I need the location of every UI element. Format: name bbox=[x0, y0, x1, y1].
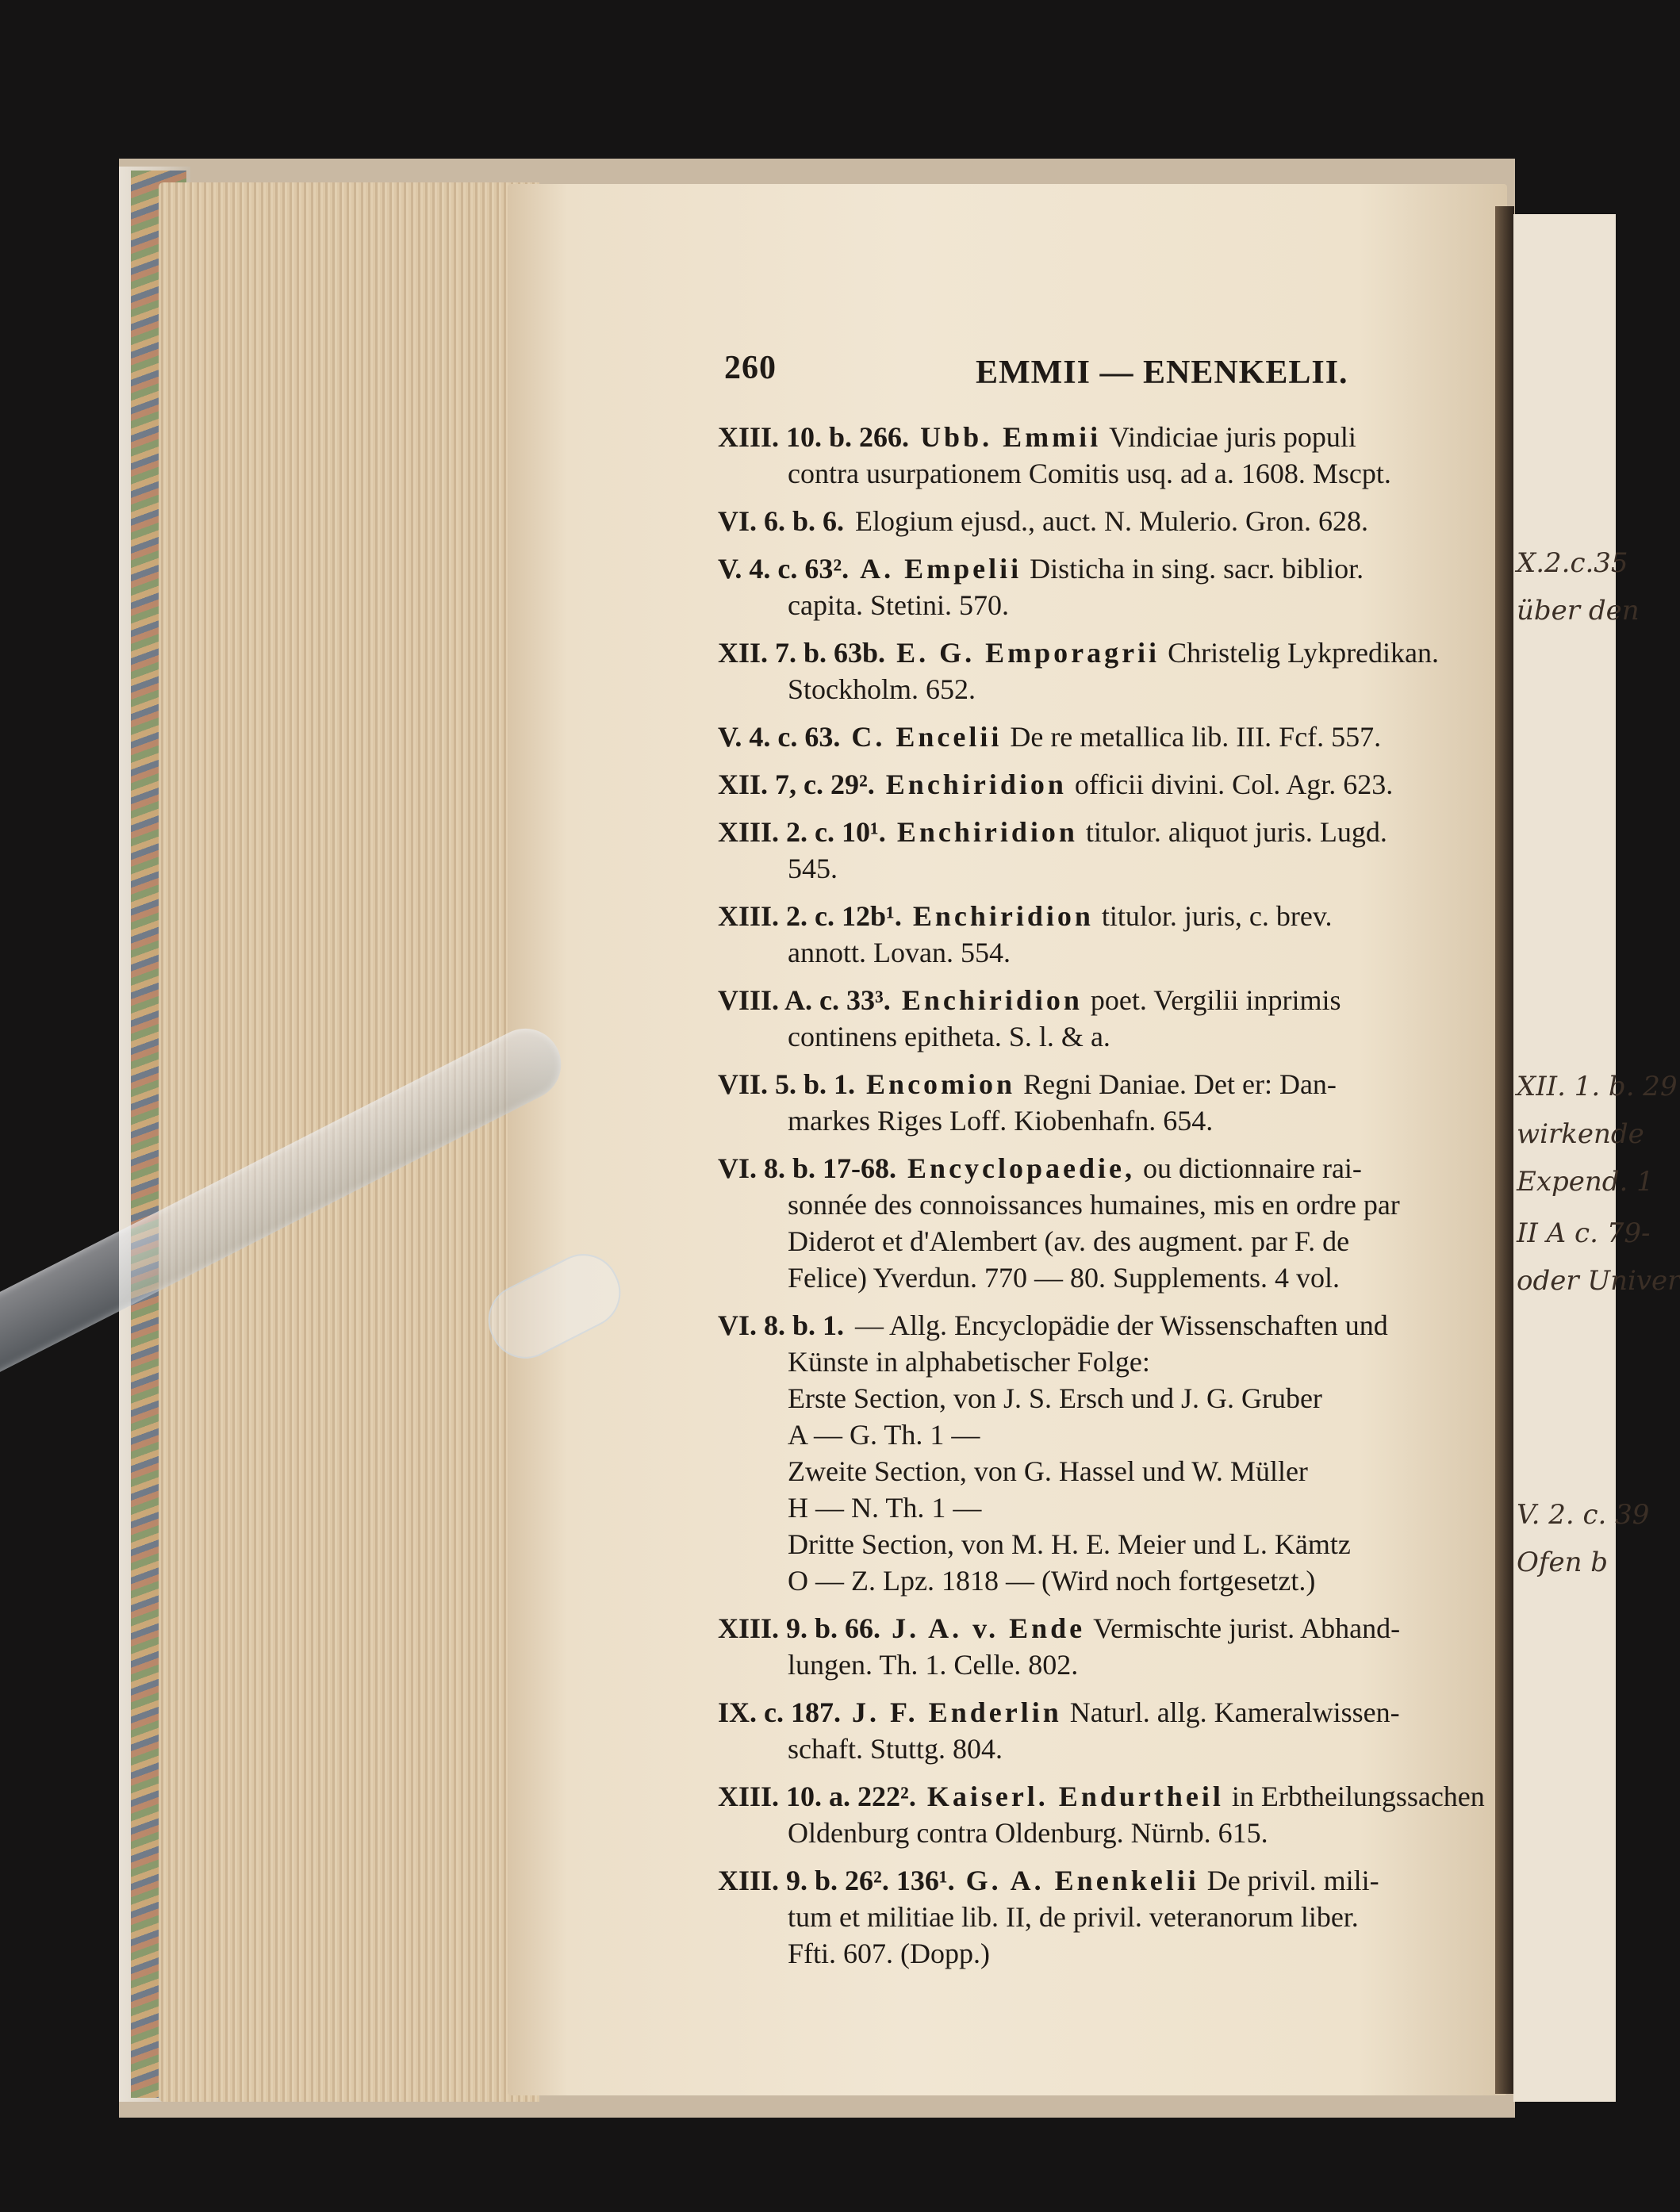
catalog-entry bbox=[718, 1862, 1479, 1972]
entry-continuation: markes Riges Loff. Kiobenhafn. 654. bbox=[788, 1105, 1214, 1137]
shelf-mark: XIII. 10. a. 222². bbox=[718, 1781, 916, 1812]
shelf-mark: VIII. A. c. 33³. bbox=[718, 984, 891, 1016]
shelf-mark: VI. 6. b. 6. bbox=[718, 505, 845, 537]
entry-continuation: Felice) Yverdun. 770 — 80. Supplements. 4 vol. bbox=[788, 1262, 1340, 1294]
shelf-mark: XII. 7. b. 63b. bbox=[718, 637, 886, 669]
entry-text: De privil. mili- bbox=[1206, 1865, 1379, 1896]
author-or-title: J. A. v. Ende bbox=[892, 1612, 1086, 1644]
author-or-title: Enchiridion bbox=[912, 900, 1094, 932]
catalog-entry bbox=[718, 766, 1479, 803]
catalog-entry bbox=[718, 719, 1479, 755]
entry-text: titulor. aliquot juris. Lugd. bbox=[1085, 816, 1387, 848]
entry-continuation: tum et militiae lib. II, de privil. veteranorum liber. bbox=[788, 1901, 1359, 1933]
entry-text: Christelig Lykpredikan. bbox=[1168, 637, 1440, 669]
entry-first-line bbox=[718, 1862, 1479, 1899]
entry-continuation: Diderot et d'Alembert (av. des augment. par F. de bbox=[788, 1225, 1350, 1257]
shelf-mark: XIII. 2. c. 10¹. bbox=[718, 816, 886, 848]
entry-first-line bbox=[718, 419, 1479, 455]
catalog-entry bbox=[718, 1066, 1479, 1139]
entry-continuation: A — G. Th. 1 — bbox=[788, 1419, 980, 1451]
catalog-entry bbox=[718, 814, 1479, 887]
entry-text: poet. Vergilii inprimis bbox=[1090, 984, 1341, 1016]
shelf-mark: XII. 7, c. 29². bbox=[718, 769, 875, 800]
margin-note: X.2.c.35 bbox=[1517, 547, 1628, 579]
entry-text: officii divini. Col. Agr. 623. bbox=[1074, 769, 1394, 800]
shelf-mark: VII. 5. b. 1. bbox=[718, 1068, 856, 1100]
shelf-mark: IX. c. 187. bbox=[718, 1696, 841, 1728]
entry-first-line bbox=[718, 814, 1479, 850]
catalog-entry bbox=[718, 982, 1479, 1055]
shelf-mark: V. 4. c. 63. bbox=[718, 721, 841, 753]
catalog-entry bbox=[718, 1307, 1479, 1599]
entry-first-line bbox=[718, 1610, 1479, 1647]
entry-text: — Allg. Encyclopädie der Wissenschaften und bbox=[855, 1309, 1388, 1341]
author-or-title: G. A. Enenkelii bbox=[965, 1865, 1199, 1896]
author-or-title: E. G. Emporagrii bbox=[896, 637, 1160, 669]
entry-first-line bbox=[718, 1778, 1485, 1815]
entry-text: Disticha in sing. sacr. biblior. bbox=[1030, 553, 1364, 585]
entry-text: Naturl. allg. Kameralwissen- bbox=[1069, 1696, 1400, 1728]
entry-first-line bbox=[718, 766, 1479, 803]
entry-continuation: schaft. Stuttg. 804. bbox=[788, 1733, 1003, 1765]
shelf-mark: XIII. 9. b. 66. bbox=[718, 1612, 881, 1644]
entry-text: ou dictionnaire rai- bbox=[1143, 1152, 1362, 1184]
catalog-entry bbox=[718, 1778, 1485, 1851]
entry-continuation: contra usurpationem Comitis usq. ad a. 1608. Mscpt. bbox=[788, 458, 1391, 489]
entry-first-line bbox=[718, 898, 1479, 934]
running-title: EMMII — ENENKELII. bbox=[976, 355, 1348, 391]
entry-first-line bbox=[718, 1694, 1479, 1731]
author-or-title: Enchiridion bbox=[885, 769, 1067, 800]
entry-text: Elogium ejusd., auct. N. Mulerio. Gron. 628. bbox=[855, 505, 1368, 537]
entry-first-line bbox=[718, 503, 1479, 539]
catalog-text bbox=[718, 349, 1485, 1983]
shelf-mark: XIII. 2. c. 12b¹. bbox=[718, 900, 902, 932]
entry-continuation: Ffti. 607. (Dopp.) bbox=[788, 1938, 990, 1969]
catalog-entry bbox=[718, 1694, 1479, 1767]
catalog-entry bbox=[718, 1610, 1479, 1683]
entry-continuation: Dritte Section, von M. H. E. Meier und L. Kämtz bbox=[788, 1528, 1351, 1560]
shelf-mark: XIII. 9. b. 26². 136¹. bbox=[718, 1865, 955, 1896]
catalog-entry bbox=[718, 550, 1479, 623]
entry-first-line bbox=[718, 634, 1479, 671]
entry-continuation: Erste Section, von J. S. Ersch und J. G. Gruber bbox=[788, 1382, 1322, 1414]
author-or-title: Encomion bbox=[866, 1068, 1016, 1100]
author-or-title: C. Encelii bbox=[851, 721, 1003, 753]
author-or-title: A. Empelii bbox=[860, 553, 1022, 585]
margin-note: wirkende bbox=[1517, 1118, 1644, 1150]
margin-note: über den bbox=[1517, 595, 1640, 627]
running-head bbox=[718, 349, 1479, 404]
catalog-entry bbox=[718, 503, 1479, 539]
margin-note: Ofen b bbox=[1517, 1547, 1609, 1578]
entry-continuation: O — Z. Lpz. 1818 — (Wird noch fortgesetzt.) bbox=[788, 1565, 1316, 1597]
entry-first-line bbox=[718, 550, 1479, 587]
entry-text: De re metallica lib. III. Fcf. 557. bbox=[1010, 721, 1382, 753]
entry-text: titulor. juris, c. brev. bbox=[1101, 900, 1333, 932]
entry-first-line bbox=[718, 1066, 1479, 1102]
author-or-title: Kaiserl. Endurtheil bbox=[926, 1781, 1224, 1812]
margin-note: Expend. 1 bbox=[1517, 1166, 1654, 1198]
entry-continuation: Stockholm. 652. bbox=[788, 673, 976, 705]
shelf-mark: VI. 8. b. 17-68. bbox=[718, 1152, 897, 1184]
catalog-entry bbox=[718, 898, 1479, 971]
entry-continuation: lungen. Th. 1. Celle. 802. bbox=[788, 1649, 1079, 1681]
margin-note: XII. 1. b. 29 bbox=[1517, 1071, 1678, 1102]
book-gutter bbox=[1495, 206, 1514, 2094]
author-or-title: Enchiridion bbox=[901, 984, 1083, 1016]
entry-first-line bbox=[718, 1150, 1479, 1187]
entry-continuation: 545. bbox=[788, 853, 838, 884]
catalog-entry bbox=[718, 1150, 1479, 1296]
catalog-entry bbox=[718, 634, 1479, 707]
entry-first-line bbox=[718, 1307, 1479, 1344]
entry-continuation: Zweite Section, von G. Hassel und W. Müller bbox=[788, 1455, 1308, 1487]
entry-continuation: sonnée des connoissances humaines, mis en ordre par bbox=[788, 1189, 1400, 1221]
author-or-title: Enchiridion bbox=[896, 816, 1078, 848]
entry-list bbox=[718, 419, 1485, 1972]
entry-first-line bbox=[718, 982, 1479, 1018]
entry-first-line bbox=[718, 719, 1479, 755]
entry-continuation: H — N. Th. 1 — bbox=[788, 1492, 982, 1524]
entry-text: in Erbtheilungssachen bbox=[1231, 1781, 1485, 1812]
author-or-title: Encyclopaedie, bbox=[907, 1152, 1136, 1184]
margin-note: II A c. 79- bbox=[1517, 1217, 1651, 1249]
shelf-mark: XIII. 10. b. 266. bbox=[718, 421, 910, 453]
author-or-title: J. F. Enderlin bbox=[852, 1696, 1062, 1728]
catalog-entry bbox=[718, 419, 1479, 492]
facing-page-fragment bbox=[1513, 214, 1680, 2102]
margin-note: oder Univer bbox=[1517, 1265, 1680, 1297]
entry-continuation: Oldenburg contra Oldenburg. Nürnb. 615. bbox=[788, 1817, 1268, 1849]
entry-continuation: capita. Stetini. 570. bbox=[788, 589, 1009, 621]
entry-continuation: Künste in alphabetischer Folge: bbox=[788, 1346, 1150, 1378]
shelf-mark: V. 4. c. 63². bbox=[718, 553, 850, 585]
shelf-mark: VI. 8. b. 1. bbox=[718, 1309, 845, 1341]
entry-continuation: continens epitheta. S. l. & a. bbox=[788, 1021, 1110, 1052]
margin-note: V. 2. c. 39 bbox=[1517, 1499, 1650, 1531]
entry-continuation: annott. Lovan. 554. bbox=[788, 937, 1011, 968]
entry-text: Vermischte jurist. Abhand- bbox=[1093, 1612, 1401, 1644]
entry-text: Regni Daniae. Det er: Dan- bbox=[1023, 1068, 1337, 1100]
page-number: 260 bbox=[724, 350, 777, 386]
author-or-title: Ubb. Emmii bbox=[920, 421, 1102, 453]
entry-text: Vindiciae juris populi bbox=[1109, 421, 1356, 453]
